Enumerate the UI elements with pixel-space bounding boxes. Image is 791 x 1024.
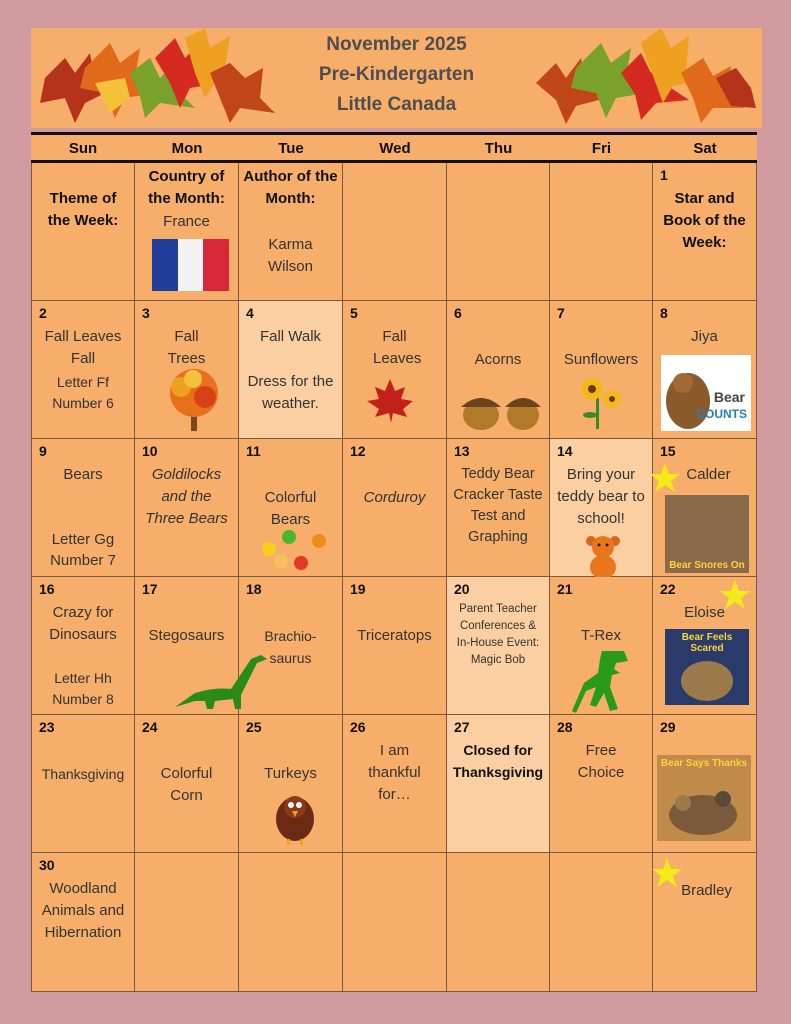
day-number: 3 (142, 305, 150, 321)
activity-text: Bring your teddy bear to school! (557, 466, 645, 527)
day-number: 7 (557, 305, 565, 321)
book-activity-text: Goldilocks and the Three Bears (145, 466, 228, 527)
activity-text: Colorful Bears (264, 489, 317, 528)
day-name-thu: Thu (484, 140, 513, 157)
t-rex-icon (572, 647, 634, 719)
week0-fri-cell (550, 163, 653, 301)
sunflowers-icon (578, 373, 626, 429)
day-21-cell (550, 577, 653, 715)
star-icon (719, 579, 751, 611)
theme-text: Crazy for Dinosaurs (49, 604, 117, 643)
day-number: 8 (660, 305, 668, 321)
star-icon (649, 462, 681, 494)
number-text: Number 7 (50, 552, 116, 569)
star-name: Bradley (681, 882, 732, 899)
day-2-cell (31, 301, 135, 439)
activity-text: Stegosaurs (148, 627, 225, 644)
day-number: 26 (350, 719, 366, 735)
country-of-month-value: France (163, 213, 210, 230)
author-of-month-label: Author of the Month: (243, 168, 338, 207)
week0-mon-cell (135, 163, 239, 301)
week5-wed-cell (343, 853, 447, 992)
day-6-cell (447, 301, 550, 439)
day-number: 5 (350, 305, 358, 321)
theme-text: Woodland Animals and Hibernation (41, 880, 125, 941)
day-name-wed: Wed (379, 140, 411, 157)
day-number: 29 (660, 719, 676, 735)
number-text: Number 8 (52, 691, 114, 707)
book-cover-bear-snores-on (665, 495, 749, 573)
day-number: 23 (39, 719, 55, 735)
day-12-cell (343, 439, 447, 577)
acorns-icon (457, 385, 545, 431)
day-13-cell (447, 439, 550, 577)
country-of-month-label: Country of the Month: (148, 168, 225, 207)
activity-text: T-Rex (580, 627, 621, 644)
week0-thu-cell (447, 163, 550, 301)
activity-text: Sunflowers (563, 351, 639, 368)
bear-icon (679, 651, 735, 703)
day-number: 24 (142, 719, 158, 735)
book-activity-text: Corduroy (363, 489, 426, 506)
activity-text: I am thankful for… (368, 742, 421, 803)
theme-text: Thanksgiving (41, 766, 125, 782)
theme-text: Bears (63, 466, 103, 483)
day-7-cell (550, 301, 653, 439)
activity-note: Dress for the weather. (247, 373, 334, 412)
day-16-cell (31, 577, 135, 715)
day-26-cell (343, 715, 447, 853)
day-number: 2 (39, 305, 47, 321)
activity-text: Turkeys (264, 765, 317, 782)
day-number: 15 (660, 443, 676, 459)
day-number: 17 (142, 581, 158, 597)
day-10-cell (135, 439, 239, 577)
book-title: Bear (713, 389, 745, 405)
book-title: Bear Says Thanks (660, 758, 748, 769)
week5-sat-cell (653, 853, 757, 992)
week0-sun-cell (31, 163, 135, 301)
fall-tree-icon (163, 367, 225, 431)
day-8-cell (653, 301, 757, 439)
maple-leaf-icon (367, 379, 413, 423)
number-text: Number 6 (52, 395, 114, 411)
day-number: 16 (39, 581, 55, 597)
closed-text: Closed for Thanksgiving (452, 742, 544, 780)
day-name-fri: Fri (591, 140, 612, 157)
day-number: 9 (39, 443, 47, 459)
book-cover-bear-counts (661, 355, 751, 431)
star-name: Jiya (691, 328, 718, 345)
day-number: 18 (246, 581, 262, 597)
letter-text: Letter Hh (54, 670, 112, 686)
teddy-bear-icon (583, 535, 623, 579)
day-4-cell (239, 301, 343, 439)
day-number: 30 (39, 857, 55, 873)
day-number: 11 (246, 443, 261, 459)
activity-text: Free Choice (577, 742, 625, 781)
day-name-row (31, 135, 757, 162)
week5-fri-cell (550, 853, 653, 992)
spacer-icon (648, 651, 650, 653)
day-number: 1 (660, 167, 668, 183)
france-flag-icon (152, 239, 229, 291)
letter-text: Letter Ff (56, 374, 110, 390)
week0-wed-cell (343, 163, 447, 301)
title-program: Pre-Kindergarten (318, 64, 475, 85)
day-28-cell (550, 715, 653, 853)
week0-tue-cell (239, 163, 343, 301)
week5-tue-cell (239, 853, 343, 992)
day-3-cell (135, 301, 239, 439)
title-month: November 2025 (326, 34, 467, 55)
day-name-tue: Tue (278, 140, 304, 157)
day-number: 27 (454, 719, 470, 735)
day-5-cell (343, 301, 447, 439)
book-cover-bear-feels-scared (665, 629, 749, 705)
day-22-cell (653, 577, 757, 715)
author-of-month-value: Karma Wilson (267, 236, 313, 275)
turkey-icon (273, 791, 319, 845)
day-name-mon: Mon (171, 140, 203, 157)
activity-text: Fall Leaves (373, 328, 422, 367)
brachiosaurus-icon (175, 651, 271, 711)
star-name: Calder (686, 466, 731, 483)
day-15-cell (653, 439, 757, 577)
day-number: 25 (246, 719, 262, 735)
week5-thu-cell (447, 853, 550, 992)
gummy-bears-icon (259, 529, 331, 573)
day-14-cell (550, 439, 653, 577)
day-25-cell (239, 715, 343, 853)
book-title: Bear Feels Scared (681, 632, 733, 654)
week5-mon-cell (135, 853, 239, 992)
day-19-cell (343, 577, 447, 715)
day-1-cell (653, 163, 757, 301)
star-book-label: Star and Book of the Week: (663, 190, 746, 251)
day-11-cell (239, 439, 343, 577)
calendar-grid (31, 132, 757, 992)
activity-text: Colorful Corn (160, 765, 213, 804)
activity-text: Teddy Bear Cracker Taste Test and Graphing (453, 466, 543, 545)
activity-text: Fall Trees (167, 328, 206, 367)
day-20-cell (447, 577, 550, 715)
day-number: 14 (557, 443, 573, 459)
book-title: Bear Snores On (669, 560, 745, 571)
day-number: 12 (350, 443, 366, 459)
day-number: 13 (454, 443, 470, 459)
activity-text: Triceratops (357, 627, 432, 644)
day-30-cell (31, 853, 135, 992)
book-title-2: COUNTS (696, 407, 747, 421)
day-number: 28 (557, 719, 573, 735)
title-location: Little Canada (336, 94, 457, 115)
calendar-header (31, 28, 762, 128)
day-number: 10 (142, 443, 158, 459)
activity-text: Fall Walk (259, 328, 322, 345)
book-cover-bear-says-thanks (657, 755, 751, 841)
animals-icon (663, 777, 745, 837)
day-9-cell (31, 439, 135, 577)
theme-of-week-label: Theme of the Week: (47, 190, 119, 229)
day-name-sun: Sun (68, 140, 98, 157)
day-number: 6 (454, 305, 462, 321)
day-name-sat: Sat (693, 140, 717, 157)
calendar-title (31, 30, 762, 120)
theme-text: Fall Leaves (44, 328, 122, 345)
day-number: 20 (454, 581, 470, 597)
activity-text: Acorns (474, 351, 522, 368)
day-number: 21 (557, 581, 573, 597)
activity-text: Brachio-saurus (264, 628, 317, 666)
star-name: Eloise (684, 604, 725, 621)
theme-text: Fall (70, 350, 96, 367)
day-number: 19 (350, 581, 366, 597)
letter-text: Letter Gg (51, 531, 115, 548)
day-number: 4 (246, 305, 254, 321)
day-number: 22 (660, 581, 676, 597)
day-29-cell (653, 715, 757, 853)
day-23-cell (31, 715, 135, 853)
day-24-cell (135, 715, 239, 853)
day-27-cell (447, 715, 550, 853)
event-text: Parent Teacher Conferences & In-House Event: Magic Bob (456, 603, 540, 666)
